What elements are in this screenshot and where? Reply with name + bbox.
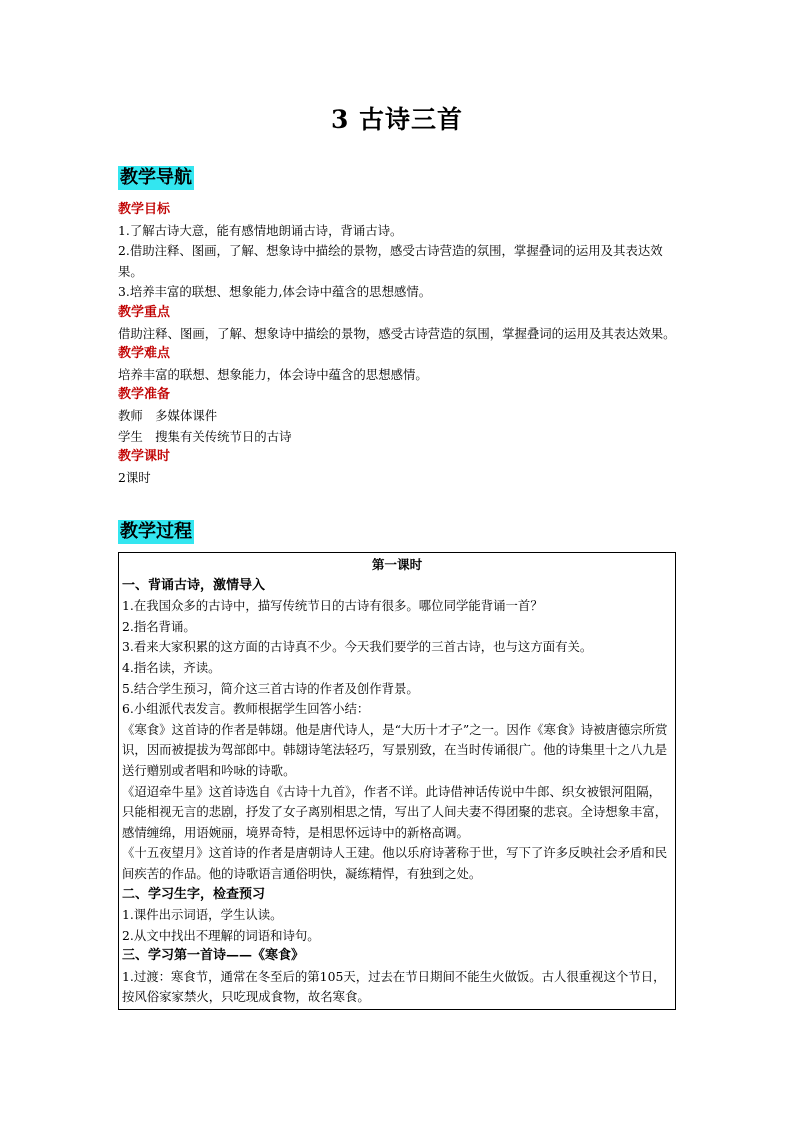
- section-title: 一、背诵古诗，激情导入: [122, 577, 266, 593]
- preparation-item: 教师 多媒体课件: [118, 407, 218, 423]
- lesson-title: 第一课时: [371, 557, 423, 572]
- process-item: 6.小组派代表发言。教师根据学生回答小结：: [122, 701, 370, 717]
- teaching-guide-heading: 教学导航: [120, 167, 192, 188]
- page-title: 3 古诗三首: [330, 105, 464, 134]
- process-item: 1.在我国众多的古诗中，描写传统节日的古诗有很多。哪位同学能背诵一首？: [122, 598, 543, 614]
- class-hours-title: 教学课时: [118, 449, 171, 465]
- process-item: 2.指名背诵。: [122, 618, 196, 634]
- goals-title: 教学目标: [118, 202, 171, 217]
- process-item: 《寒食》这首诗的作者是韩翃。他是唐代诗人，是“大历十才子”之一。因作《寒食》诗被唐德宗所赏识，因而被提拔为驾部郎中。韩翃诗笔法轻巧，写景别致，在当时传诵很广。他的诗集里十之八九是送行赠别或者唱和吟咏的诗歌。: [122, 721, 668, 778]
- teaching-process-heading: 教学过程: [120, 521, 192, 542]
- process-item: 3.看来大家积累的这方面的古诗真不少。今天我们要学的三首古诗，也与这方面有关。: [122, 639, 593, 655]
- key-points-title: 教学重点: [118, 304, 171, 320]
- difficult-points-title: 教学难点: [118, 346, 171, 362]
- process-item: 1.课件出示词语，学生认读。: [122, 907, 283, 923]
- process-item: 4.指名读，齐读。: [122, 659, 221, 675]
- teaching-process-box: [118, 552, 676, 1010]
- process-item: 5.结合学生预习，简介这三首古诗的作者及创作背景。: [122, 680, 419, 696]
- process-item: 1.过渡：寒食节，通常在冬至后的第105天，过去在节日期间不能生火做饭。古人很重视这个节日，按风俗家家禁火，只吃现成食物，故名寒食。: [122, 968, 666, 1005]
- preparation-item: 学生 搜集有关传统节日的古诗: [118, 428, 292, 444]
- key-points-text: 借助注释、图画，了解、想象诗中描绘的景物，感受古诗营造的氛围，掌握叠词的运用及其表达效果。: [118, 325, 676, 341]
- process-item: 《十五夜望月》这首诗的作者是唐朝诗人王建。他以乐府诗著称于世，写下了许多反映社会矛盾和民间疾苦的作品。他的诗歌语言通俗明快，凝练精悍，有独到之处。: [122, 845, 668, 881]
- teaching-guide-section: [118, 200, 683, 488]
- process-item: 《迢迢牵牛星》这首诗选自《古诗十九首》，作者不详。此诗借神话传说中牛郎、织女被银河阻隔，只能相视无言的悲剧，抒发了女子离别相思之情，写出了人间夫妻不得团聚的悲哀。全诗想象丰富，感情缠绵，用语婉丽，境界奇特，是相思怀远诗中的新格高调。: [122, 783, 668, 840]
- section-title: 三、学习第一首诗——《寒食》: [122, 948, 305, 964]
- goal-item: 3.培养丰富的联想、想象能力,体会诗中蕴含的思想感情。: [118, 284, 432, 300]
- goal-item: 1.了解古诗大意，能有感情地朗诵古诗，背诵古诗。: [118, 222, 403, 238]
- section-title: 二、学习生字，检查预习: [122, 886, 266, 902]
- class-hours-text: 2课时: [118, 469, 151, 485]
- preparation-title: 教学准备: [118, 387, 171, 403]
- process-item: 2.从文中找出不理解的词语和诗句。: [122, 927, 320, 943]
- difficult-points-text: 培养丰富的联想、想象能力，体会诗中蕴含的思想感情。: [118, 366, 428, 382]
- goal-item: 2.借助注释、图画，了解、想象诗中描绘的景物，感受古诗营造的氛围，掌握叠词的运用及其表达效果。: [118, 243, 663, 279]
